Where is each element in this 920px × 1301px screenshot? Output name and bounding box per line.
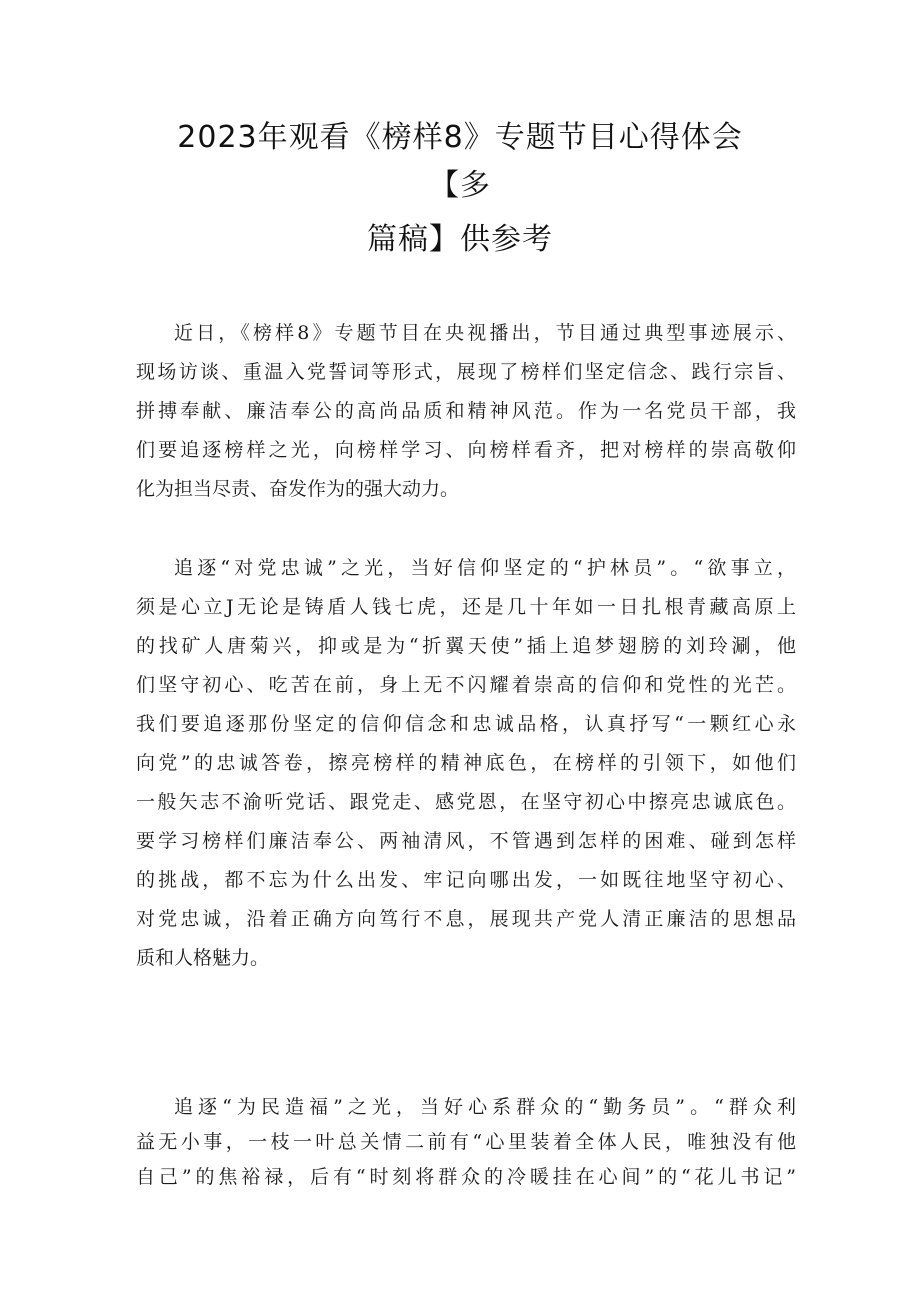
paragraph-line: 们坚守初心、吃苦在前，身上无不闪耀着崇高的信仰和党性的光芒。 xyxy=(136,674,796,696)
paragraph-line: 对党忠诚，沿着正确方向笃行不息，展现共产党人清正廉洁的思想品 xyxy=(136,908,796,930)
paragraph-line: 拼搏奉献、廉洁奉公的高尚品质和精神风范。作为一名党员干部，我 xyxy=(136,400,796,422)
paragraph-line: 向党”的忠诚答卷，擦亮榜样的精神底色，在榜样的引领下，如他们 xyxy=(136,752,796,774)
paragraph-line: 化为担当尽责、奋发作为的强大动力。 xyxy=(136,478,460,500)
document-title-line-3: 篇稿】供参考 xyxy=(367,222,553,257)
paragraph-line: 益无小事，一枝一叶总关情二前有“心里装着全体人民，唯独没有他 xyxy=(136,1131,796,1153)
paragraph-line: 自己”的焦裕禄，后有“时刻将群众的冷暖挂在心间”的“花儿书记” xyxy=(136,1166,796,1188)
paragraph-line: 一般矢志不渝听党话、跟党走、感党恩，在坚守初心中擦亮忠诚底色。 xyxy=(136,791,796,813)
paragraph-line: 我们要追逐那份坚定的信仰信念和忠诚品格，认真抒写“一颗红心永 xyxy=(136,713,796,735)
paragraph-line: 的找矿人唐菊兴，抑或是为“折翼天使”插上追梦翅膀的刘玲涮，他 xyxy=(136,635,796,657)
paragraph-line: 们要追逐榜样之光，向榜样学习、向榜样看齐，把对榜样的崇高敬仰 xyxy=(136,439,796,461)
paragraph-line: 的挑战，都不忘为什么出发、牢记向哪出发，一如既往地坚守初心、 xyxy=(136,869,796,891)
paragraph-line: 质和人格魅力。 xyxy=(136,947,270,969)
document-title-line-2: 【多 xyxy=(429,168,491,203)
document-title-line-1: 2023年观看《榜样8》专题节目心得体会 xyxy=(177,120,743,155)
paragraph-line: 现场访谈、重温入党誓词等形式，展现了榜样们坚定信念、践行宗旨、 xyxy=(136,361,796,383)
paragraph-line: 要学习榜样们廉洁奉公、两袖清风，不管遇到怎样的困难、碰到怎样 xyxy=(136,830,796,852)
paragraph-line: 近日，《榜样8》专题节目在央视播出，节目通过典型事迹展示、 xyxy=(174,322,796,344)
paragraph-line: 追逐“为民造福”之光，当好心系群众的“勤务员”。“群众利 xyxy=(174,1096,796,1118)
paragraph-line: 须是心立J无论是铸盾人钱七虎，还是几十年如一日扎根青藏高原上 xyxy=(136,596,796,618)
paragraph-line: 追逐“对党忠诚”之光，当好信仰坚定的“护林员”。“欲事立， xyxy=(174,557,796,579)
